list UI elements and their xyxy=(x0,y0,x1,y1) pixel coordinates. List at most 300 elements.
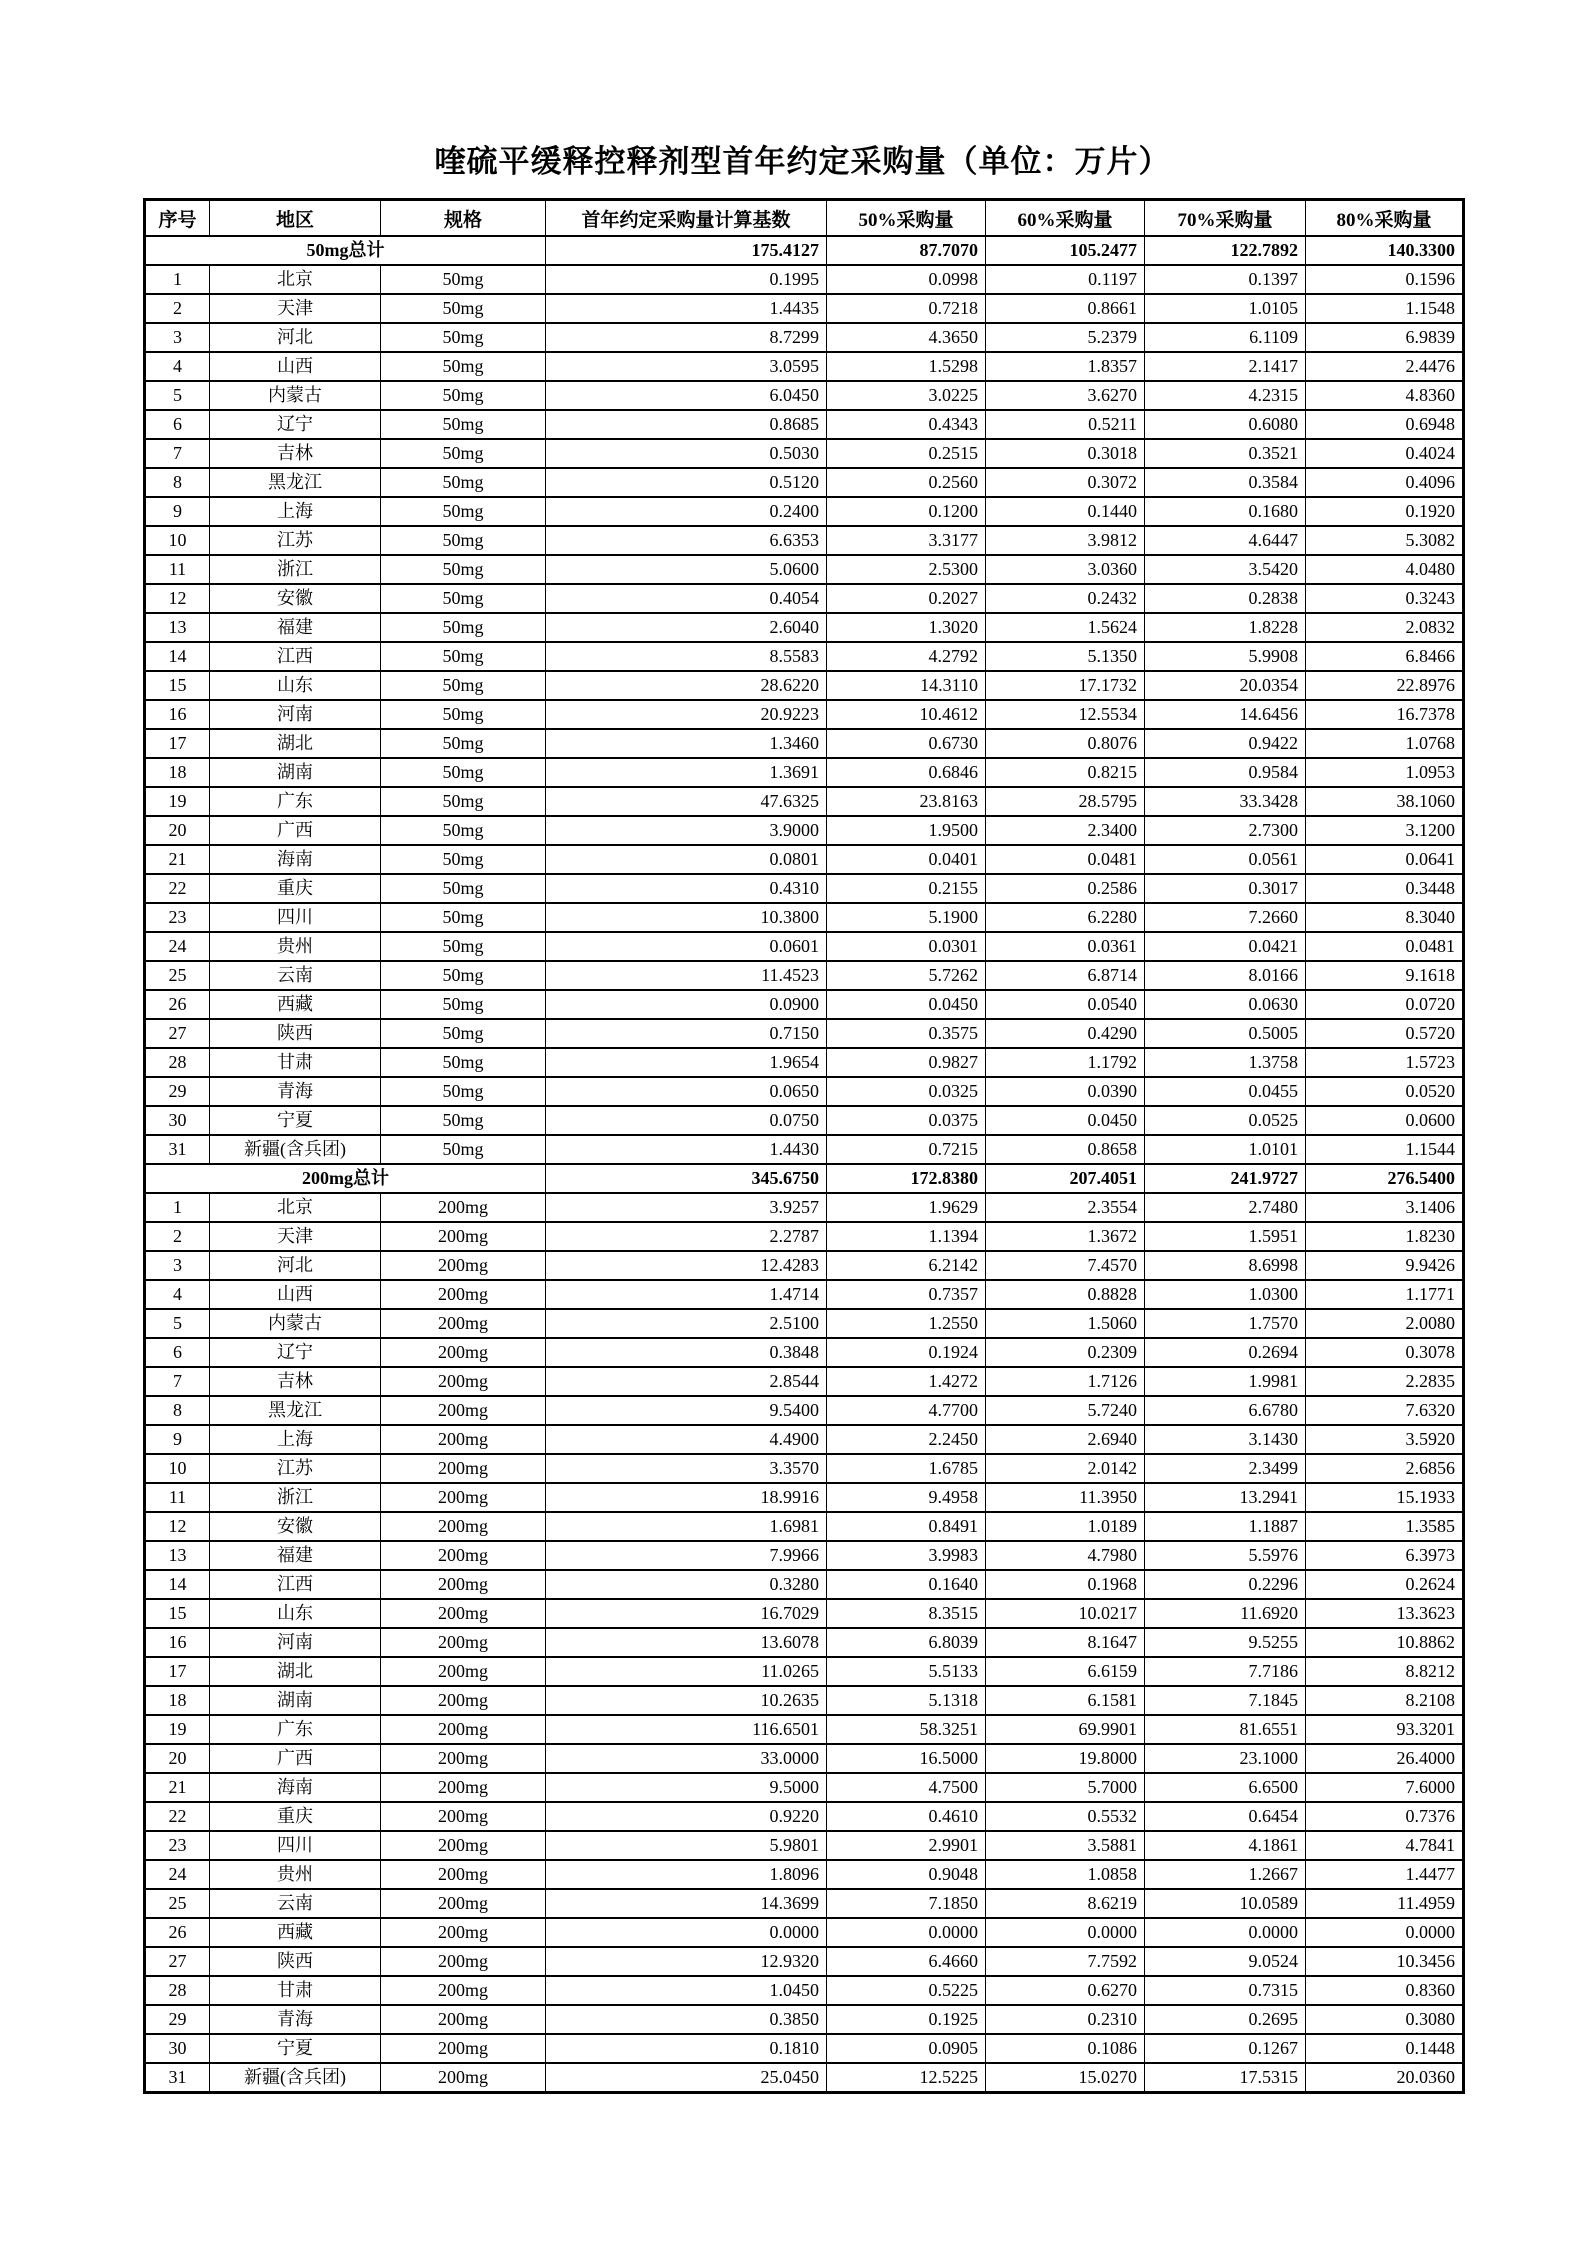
value-cell: 26.4000 xyxy=(1306,1744,1464,1773)
value-cell: 1.3758 xyxy=(1145,1048,1306,1077)
value-cell: 20.0360 xyxy=(1306,2063,1464,2093)
value-cell: 9.5400 xyxy=(546,1396,827,1425)
spec-cell: 200mg xyxy=(381,1744,546,1773)
value-cell: 6.3973 xyxy=(1306,1541,1464,1570)
value-cell: 28.6220 xyxy=(546,671,827,700)
value-cell: 33.3428 xyxy=(1145,787,1306,816)
spec-cell: 200mg xyxy=(381,1802,546,1831)
value-cell: 8.6219 xyxy=(986,1889,1145,1918)
region-cell: 宁夏 xyxy=(210,2034,381,2063)
spec-cell: 200mg xyxy=(381,1483,546,1512)
col-header-region: 地区 xyxy=(210,200,381,237)
row-index-cell: 14 xyxy=(145,642,210,671)
value-cell: 5.7240 xyxy=(986,1396,1145,1425)
row-index-cell: 27 xyxy=(145,1019,210,1048)
row-index-cell: 18 xyxy=(145,758,210,787)
table-row xyxy=(145,787,1464,816)
region-cell: 新疆(含兵团) xyxy=(210,2063,381,2093)
value-cell: 18.9916 xyxy=(546,1483,827,1512)
region-cell: 湖南 xyxy=(210,758,381,787)
value-cell: 0.1680 xyxy=(1145,497,1306,526)
value-cell: 0.2310 xyxy=(986,2005,1145,2034)
region-cell: 吉林 xyxy=(210,1367,381,1396)
value-cell: 2.3499 xyxy=(1145,1454,1306,1483)
value-cell: 9.1618 xyxy=(1306,961,1464,990)
table-row xyxy=(145,1744,1464,1773)
region-cell: 湖北 xyxy=(210,729,381,758)
row-index-cell: 25 xyxy=(145,961,210,990)
table-row xyxy=(145,2034,1464,2063)
value-cell: 0.0401 xyxy=(827,845,986,874)
value-cell: 10.0589 xyxy=(1145,1889,1306,1918)
row-index-cell: 18 xyxy=(145,1686,210,1715)
value-cell: 0.6730 xyxy=(827,729,986,758)
region-cell: 四川 xyxy=(210,903,381,932)
value-cell: 0.7150 xyxy=(546,1019,827,1048)
value-cell: 10.3800 xyxy=(546,903,827,932)
row-index-cell: 27 xyxy=(145,1947,210,1976)
row-index-cell: 5 xyxy=(145,1309,210,1338)
value-cell: 1.8230 xyxy=(1306,1222,1464,1251)
table-row xyxy=(145,671,1464,700)
row-index-cell: 24 xyxy=(145,932,210,961)
region-cell: 青海 xyxy=(210,1077,381,1106)
value-cell: 0.6270 xyxy=(986,1976,1145,2005)
value-cell: 2.2450 xyxy=(827,1425,986,1454)
value-cell: 10.3456 xyxy=(1306,1947,1464,1976)
value-cell: 4.7700 xyxy=(827,1396,986,1425)
row-index-cell: 17 xyxy=(145,1657,210,1686)
row-index-cell: 5 xyxy=(145,381,210,410)
value-cell: 0.8215 xyxy=(986,758,1145,787)
table-row xyxy=(145,1222,1464,1251)
section-total-row xyxy=(145,1164,1464,1193)
section-total-value: 345.6750 xyxy=(546,1164,827,1193)
value-cell: 5.7262 xyxy=(827,961,986,990)
value-cell: 0.7376 xyxy=(1306,1802,1464,1831)
row-index-cell: 20 xyxy=(145,1744,210,1773)
value-cell: 1.8096 xyxy=(546,1860,827,1889)
section-total-value: 241.9727 xyxy=(1145,1164,1306,1193)
value-cell: 0.2296 xyxy=(1145,1570,1306,1599)
value-cell: 0.9048 xyxy=(827,1860,986,1889)
spec-cell: 200mg xyxy=(381,1715,546,1744)
spec-cell: 200mg xyxy=(381,1251,546,1280)
table-row xyxy=(145,1454,1464,1483)
table-row xyxy=(145,410,1464,439)
region-cell: 海南 xyxy=(210,845,381,874)
row-index-cell: 9 xyxy=(145,497,210,526)
table-row xyxy=(145,439,1464,468)
spec-cell: 50mg xyxy=(381,671,546,700)
value-cell: 2.6040 xyxy=(546,613,827,642)
value-cell: 0.1810 xyxy=(546,2034,827,2063)
value-cell: 0.5211 xyxy=(986,410,1145,439)
spec-cell: 50mg xyxy=(381,352,546,381)
row-index-cell: 26 xyxy=(145,1918,210,1947)
value-cell: 2.0080 xyxy=(1306,1309,1464,1338)
value-cell: 0.3850 xyxy=(546,2005,827,2034)
table-row xyxy=(145,497,1464,526)
region-cell: 山东 xyxy=(210,1599,381,1628)
table-row xyxy=(145,932,1464,961)
value-cell: 0.3017 xyxy=(1145,874,1306,903)
value-cell: 15.0270 xyxy=(986,2063,1145,2093)
procurement-table xyxy=(143,198,1465,2094)
table-row xyxy=(145,468,1464,497)
value-cell: 0.3080 xyxy=(1306,2005,1464,2034)
value-cell: 1.4714 xyxy=(546,1280,827,1309)
row-index-cell: 17 xyxy=(145,729,210,758)
spec-cell: 50mg xyxy=(381,555,546,584)
value-cell: 0.6454 xyxy=(1145,1802,1306,1831)
row-index-cell: 19 xyxy=(145,1715,210,1744)
table-row xyxy=(145,816,1464,845)
value-cell: 7.4570 xyxy=(986,1251,1145,1280)
spec-cell: 200mg xyxy=(381,1280,546,1309)
row-index-cell: 3 xyxy=(145,323,210,352)
row-index-cell: 6 xyxy=(145,1338,210,1367)
region-cell: 上海 xyxy=(210,1425,381,1454)
spec-cell: 50mg xyxy=(381,265,546,294)
value-cell: 5.7000 xyxy=(986,1773,1145,1802)
value-cell: 9.5255 xyxy=(1145,1628,1306,1657)
header-row xyxy=(145,200,1464,237)
region-cell: 北京 xyxy=(210,1193,381,1222)
value-cell: 6.1581 xyxy=(986,1686,1145,1715)
value-cell: 0.1197 xyxy=(986,265,1145,294)
value-cell: 4.1861 xyxy=(1145,1831,1306,1860)
table-row xyxy=(145,294,1464,323)
section-total-value: 276.5400 xyxy=(1306,1164,1464,1193)
region-cell: 辽宁 xyxy=(210,1338,381,1367)
value-cell: 4.3650 xyxy=(827,323,986,352)
value-cell: 12.5534 xyxy=(986,700,1145,729)
row-index-cell: 29 xyxy=(145,2005,210,2034)
value-cell: 8.1647 xyxy=(986,1628,1145,1657)
region-cell: 山西 xyxy=(210,1280,381,1309)
value-cell: 0.0520 xyxy=(1306,1077,1464,1106)
value-cell: 16.5000 xyxy=(827,1744,986,1773)
value-cell: 1.0189 xyxy=(986,1512,1145,1541)
row-index-cell: 6 xyxy=(145,410,210,439)
table-row xyxy=(145,1048,1464,1077)
table-row xyxy=(145,1483,1464,1512)
value-cell: 0.0301 xyxy=(827,932,986,961)
value-cell: 11.6920 xyxy=(1145,1599,1306,1628)
value-cell: 0.5225 xyxy=(827,1976,986,2005)
value-cell: 0.1200 xyxy=(827,497,986,526)
value-cell: 7.7186 xyxy=(1145,1657,1306,1686)
value-cell: 4.6447 xyxy=(1145,526,1306,555)
value-cell: 4.4900 xyxy=(546,1425,827,1454)
table-row xyxy=(145,903,1464,932)
value-cell: 0.2560 xyxy=(827,468,986,497)
section-total-label: 200mg总计 xyxy=(145,1164,546,1193)
value-cell: 0.2838 xyxy=(1145,584,1306,613)
spec-cell: 50mg xyxy=(381,526,546,555)
region-cell: 广西 xyxy=(210,816,381,845)
value-cell: 2.1417 xyxy=(1145,352,1306,381)
value-cell: 22.8976 xyxy=(1306,671,1464,700)
value-cell: 0.1267 xyxy=(1145,2034,1306,2063)
value-cell: 0.4054 xyxy=(546,584,827,613)
value-cell: 10.4612 xyxy=(827,700,986,729)
value-cell: 1.8228 xyxy=(1145,613,1306,642)
region-cell: 陕西 xyxy=(210,1019,381,1048)
table-row xyxy=(145,642,1464,671)
value-cell: 7.1850 xyxy=(827,1889,986,1918)
value-cell: 0.5005 xyxy=(1145,1019,1306,1048)
value-cell: 0.0455 xyxy=(1145,1077,1306,1106)
value-cell: 3.5920 xyxy=(1306,1425,1464,1454)
region-cell: 河北 xyxy=(210,1251,381,1280)
value-cell: 3.1430 xyxy=(1145,1425,1306,1454)
page-title: 喹硫平缓释控释剂型首年约定采购量（单位：万片） xyxy=(434,144,1171,179)
value-cell: 0.4610 xyxy=(827,1802,986,1831)
spec-cell: 50mg xyxy=(381,932,546,961)
value-cell: 10.2635 xyxy=(546,1686,827,1715)
value-cell: 7.6000 xyxy=(1306,1773,1464,1802)
value-cell: 1.7570 xyxy=(1145,1309,1306,1338)
row-index-cell: 16 xyxy=(145,1628,210,1657)
row-index-cell: 30 xyxy=(145,1106,210,1135)
table-row xyxy=(145,1425,1464,1454)
spec-cell: 50mg xyxy=(381,323,546,352)
value-cell: 0.3018 xyxy=(986,439,1145,468)
value-cell: 0.6846 xyxy=(827,758,986,787)
value-cell: 0.3848 xyxy=(546,1338,827,1367)
value-cell: 1.4430 xyxy=(546,1135,827,1164)
spec-cell: 200mg xyxy=(381,1947,546,1976)
row-index-cell: 2 xyxy=(145,1222,210,1251)
row-index-cell: 15 xyxy=(145,671,210,700)
table-row xyxy=(145,1135,1464,1164)
row-index-cell: 10 xyxy=(145,526,210,555)
value-cell: 1.2667 xyxy=(1145,1860,1306,1889)
value-cell: 0.2515 xyxy=(827,439,986,468)
table-row xyxy=(145,758,1464,787)
value-cell: 12.5225 xyxy=(827,2063,986,2093)
region-cell: 四川 xyxy=(210,1831,381,1860)
row-index-cell: 13 xyxy=(145,1541,210,1570)
spec-cell: 50mg xyxy=(381,700,546,729)
table-row xyxy=(145,1628,1464,1657)
table-row xyxy=(145,1396,1464,1425)
spec-cell: 50mg xyxy=(381,1077,546,1106)
value-cell: 0.8828 xyxy=(986,1280,1145,1309)
value-cell: 0.7215 xyxy=(827,1135,986,1164)
value-cell: 1.1394 xyxy=(827,1222,986,1251)
value-cell: 0.1640 xyxy=(827,1570,986,1599)
value-cell: 1.4477 xyxy=(1306,1860,1464,1889)
region-cell: 内蒙古 xyxy=(210,1309,381,1338)
table-row xyxy=(145,1309,1464,1338)
row-index-cell: 26 xyxy=(145,990,210,1019)
value-cell: 1.1887 xyxy=(1145,1512,1306,1541)
spec-cell: 50mg xyxy=(381,758,546,787)
region-cell: 山西 xyxy=(210,352,381,381)
value-cell: 1.1544 xyxy=(1306,1135,1464,1164)
region-cell: 福建 xyxy=(210,1541,381,1570)
value-cell: 0.4290 xyxy=(986,1019,1145,1048)
table-row xyxy=(145,1860,1464,1889)
value-cell: 0.1920 xyxy=(1306,497,1464,526)
value-cell: 0.4024 xyxy=(1306,439,1464,468)
value-cell: 2.0142 xyxy=(986,1454,1145,1483)
value-cell: 2.7480 xyxy=(1145,1193,1306,1222)
value-cell: 0.3280 xyxy=(546,1570,827,1599)
value-cell: 69.9901 xyxy=(986,1715,1145,1744)
value-cell: 2.3400 xyxy=(986,816,1145,845)
spec-cell: 200mg xyxy=(381,1309,546,1338)
row-index-cell: 23 xyxy=(145,1831,210,1860)
value-cell: 9.4958 xyxy=(827,1483,986,1512)
value-cell: 0.0650 xyxy=(546,1077,827,1106)
value-cell: 0.2027 xyxy=(827,584,986,613)
value-cell: 3.0595 xyxy=(546,352,827,381)
table-row xyxy=(145,1193,1464,1222)
row-index-cell: 1 xyxy=(145,1193,210,1222)
table-row xyxy=(145,1599,1464,1628)
value-cell: 7.6320 xyxy=(1306,1396,1464,1425)
value-cell: 6.8039 xyxy=(827,1628,986,1657)
value-cell: 0.9220 xyxy=(546,1802,827,1831)
spec-cell: 200mg xyxy=(381,1599,546,1628)
value-cell: 2.8544 xyxy=(546,1367,827,1396)
value-cell: 0.2309 xyxy=(986,1338,1145,1367)
row-index-cell: 28 xyxy=(145,1976,210,2005)
value-cell: 3.9812 xyxy=(986,526,1145,555)
value-cell: 5.5133 xyxy=(827,1657,986,1686)
region-cell: 河南 xyxy=(210,1628,381,1657)
value-cell: 15.1933 xyxy=(1306,1483,1464,1512)
value-cell: 0.2695 xyxy=(1145,2005,1306,2034)
table-row xyxy=(145,1338,1464,1367)
value-cell: 0.0641 xyxy=(1306,845,1464,874)
spec-cell: 50mg xyxy=(381,816,546,845)
region-cell: 云南 xyxy=(210,961,381,990)
spec-cell: 200mg xyxy=(381,1657,546,1686)
region-cell: 江西 xyxy=(210,642,381,671)
value-cell: 3.5881 xyxy=(986,1831,1145,1860)
spec-cell: 200mg xyxy=(381,1570,546,1599)
value-cell: 1.1771 xyxy=(1306,1280,1464,1309)
region-cell: 青海 xyxy=(210,2005,381,2034)
value-cell: 5.5976 xyxy=(1145,1541,1306,1570)
region-cell: 上海 xyxy=(210,497,381,526)
value-cell: 5.0600 xyxy=(546,555,827,584)
value-cell: 11.4523 xyxy=(546,961,827,990)
region-cell: 安徽 xyxy=(210,1512,381,1541)
row-index-cell: 19 xyxy=(145,787,210,816)
value-cell: 1.7126 xyxy=(986,1367,1145,1396)
value-cell: 8.8212 xyxy=(1306,1657,1464,1686)
row-index-cell: 12 xyxy=(145,584,210,613)
table-row xyxy=(145,2005,1464,2034)
value-cell: 3.3570 xyxy=(546,1454,827,1483)
value-cell: 0.2586 xyxy=(986,874,1145,903)
row-index-cell: 25 xyxy=(145,1889,210,1918)
row-index-cell: 22 xyxy=(145,874,210,903)
table-row xyxy=(145,1570,1464,1599)
value-cell: 38.1060 xyxy=(1306,787,1464,816)
table-row xyxy=(145,1715,1464,1744)
section-total-label: 50mg总计 xyxy=(145,236,546,265)
region-cell: 浙江 xyxy=(210,555,381,584)
row-index-cell: 29 xyxy=(145,1077,210,1106)
value-cell: 81.6551 xyxy=(1145,1715,1306,1744)
table-row xyxy=(145,961,1464,990)
region-cell: 黑龙江 xyxy=(210,468,381,497)
row-index-cell: 31 xyxy=(145,1135,210,1164)
value-cell: 93.3201 xyxy=(1306,1715,1464,1744)
col-header-50pct: 50%采购量 xyxy=(827,200,986,237)
row-index-cell: 23 xyxy=(145,903,210,932)
value-cell: 2.4476 xyxy=(1306,352,1464,381)
table-row xyxy=(145,555,1464,584)
row-index-cell: 20 xyxy=(145,816,210,845)
row-index-cell: 24 xyxy=(145,1860,210,1889)
value-cell: 0.0000 xyxy=(986,1918,1145,1947)
value-cell: 2.7300 xyxy=(1145,816,1306,845)
value-cell: 9.0524 xyxy=(1145,1947,1306,1976)
row-index-cell: 8 xyxy=(145,468,210,497)
value-cell: 0.0000 xyxy=(827,1918,986,1947)
value-cell: 6.1109 xyxy=(1145,323,1306,352)
value-cell: 0.8076 xyxy=(986,729,1145,758)
region-cell: 江苏 xyxy=(210,526,381,555)
value-cell: 0.2400 xyxy=(546,497,827,526)
value-cell: 0.0630 xyxy=(1145,990,1306,1019)
value-cell: 0.4096 xyxy=(1306,468,1464,497)
value-cell: 0.0481 xyxy=(986,845,1145,874)
value-cell: 8.5583 xyxy=(546,642,827,671)
value-cell: 1.9500 xyxy=(827,816,986,845)
spec-cell: 50mg xyxy=(381,1019,546,1048)
value-cell: 1.0858 xyxy=(986,1860,1145,1889)
value-cell: 10.0217 xyxy=(986,1599,1145,1628)
row-index-cell: 4 xyxy=(145,1280,210,1309)
value-cell: 7.9966 xyxy=(546,1541,827,1570)
table-row xyxy=(145,1947,1464,1976)
row-index-cell: 9 xyxy=(145,1425,210,1454)
region-cell: 甘肃 xyxy=(210,1976,381,2005)
value-cell: 9.9426 xyxy=(1306,1251,1464,1280)
value-cell: 2.6856 xyxy=(1306,1454,1464,1483)
value-cell: 0.1995 xyxy=(546,265,827,294)
value-cell: 0.1924 xyxy=(827,1338,986,1367)
value-cell: 16.7029 xyxy=(546,1599,827,1628)
table-row xyxy=(145,700,1464,729)
value-cell: 0.3521 xyxy=(1145,439,1306,468)
value-cell: 8.3515 xyxy=(827,1599,986,1628)
value-cell: 14.3110 xyxy=(827,671,986,700)
row-index-cell: 21 xyxy=(145,845,210,874)
value-cell: 0.1448 xyxy=(1306,2034,1464,2063)
value-cell: 4.2315 xyxy=(1145,381,1306,410)
region-cell: 湖南 xyxy=(210,1686,381,1715)
value-cell: 0.3584 xyxy=(1145,468,1306,497)
value-cell: 1.1548 xyxy=(1306,294,1464,323)
value-cell: 1.9654 xyxy=(546,1048,827,1077)
value-cell: 2.5100 xyxy=(546,1309,827,1338)
value-cell: 116.6501 xyxy=(546,1715,827,1744)
value-cell: 5.1350 xyxy=(986,642,1145,671)
value-cell: 0.3448 xyxy=(1306,874,1464,903)
value-cell: 1.3585 xyxy=(1306,1512,1464,1541)
value-cell: 6.6780 xyxy=(1145,1396,1306,1425)
